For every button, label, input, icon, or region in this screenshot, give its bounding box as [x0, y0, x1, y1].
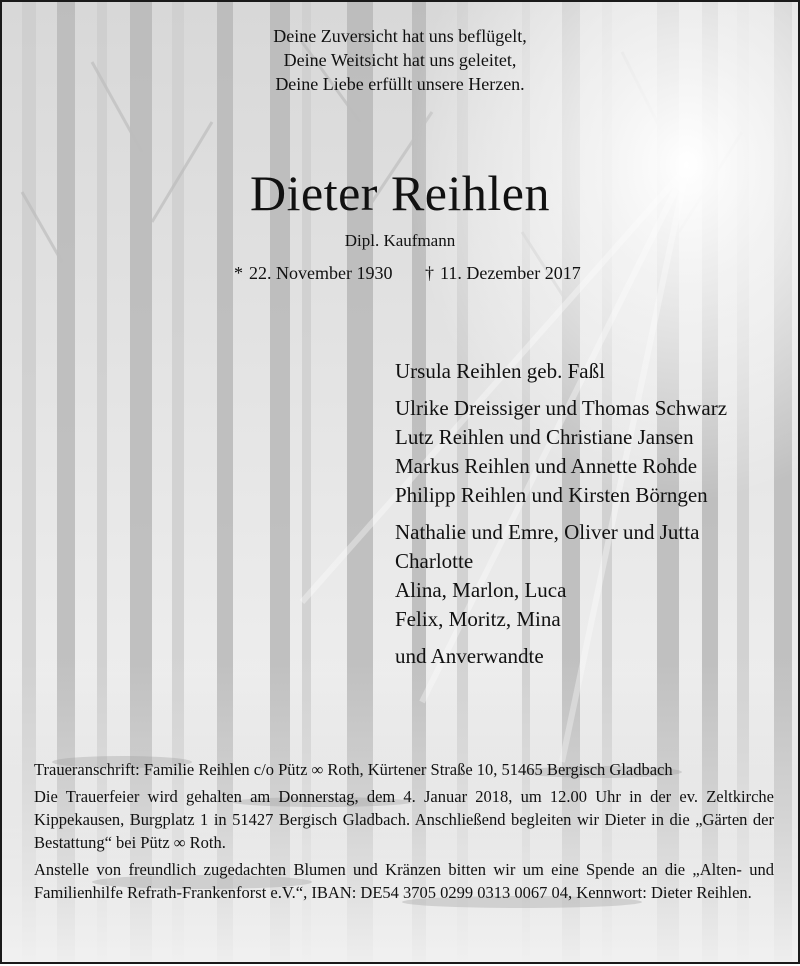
list-item: Markus Reihlen und Annette Rohde — [395, 454, 698, 478]
deceased-title: Dipl. Kaufmann — [344, 231, 456, 250]
motto-line: Deine Zuversicht hat uns beflügelt, — [273, 26, 527, 46]
list-item: Felix, Moritz, Mina — [395, 607, 561, 631]
mourning-address: Traueranschrift: Familie Reihlen c/o Pütz ∞ Roth, Kürtener Straße 10, 51465 Bergisch Gladbach — [34, 760, 673, 779]
deceased-name: Dieter Reihlen — [250, 165, 550, 221]
death-cross-icon: † — [425, 263, 434, 283]
motto-line: Deine Liebe erfüllt unsere Herzen. — [275, 74, 525, 94]
list-item: Philipp Reihlen und Kirsten Börngen — [395, 483, 708, 507]
obituary-notice — [2, 2, 798, 962]
list-item: Charlotte — [395, 549, 474, 573]
death-date-text: 11. Dezember 2017 — [440, 263, 581, 283]
notice-footer — [34, 758, 774, 908]
notice-content — [2, 2, 798, 962]
birth-star-icon: * — [234, 263, 243, 283]
mourners-list — [395, 357, 795, 679]
list-item: Nathalie und Emre, Oliver und Jutta — [395, 520, 700, 544]
list-item: Ulrike Dreissiger und Thomas Schwarz — [395, 396, 728, 420]
relatives-group — [395, 642, 795, 671]
children-group — [395, 394, 795, 510]
relatives-text: und Anverwandte — [395, 644, 544, 668]
funeral-service-info: Die Trauerfeier wird gehalten am Donnerstag, dem 4. Januar 2018, um 12.00 Uhr in der ev. Zeltkirche Kippekausen, Burgplatz 1 in 51427 Bergisch Gladbach. Anschließend begleiten wir Dieter in die „Gärten der Bestattung“ bei Pütz ∞ Roth. — [34, 787, 774, 852]
death-date — [425, 262, 581, 284]
donation-request: Anstelle von freundlich zugedachten Blumen und Kränzen bitten wir um eine Spende an die „Alten- und Familienhilfe Refrath-Frankenforst e.V.“, IBAN: DE54 3705 0299 0313 0067 04, Kennwort: Dieter Reihlen. — [34, 860, 774, 902]
birth-date — [234, 262, 392, 284]
list-item: Lutz Reihlen und Christiane Jansen — [395, 425, 694, 449]
grandchildren-group — [395, 518, 795, 634]
list-item: Alina, Marlon, Luca — [395, 578, 567, 602]
spouse-name: Ursula Reihlen geb. Faßl — [395, 359, 605, 383]
motto-line: Deine Weitsicht hat uns geleitet, — [283, 50, 517, 70]
spouse-group — [395, 357, 795, 386]
motto-verse — [2, 24, 798, 96]
birth-date-text: 22. November 1930 — [249, 263, 393, 283]
